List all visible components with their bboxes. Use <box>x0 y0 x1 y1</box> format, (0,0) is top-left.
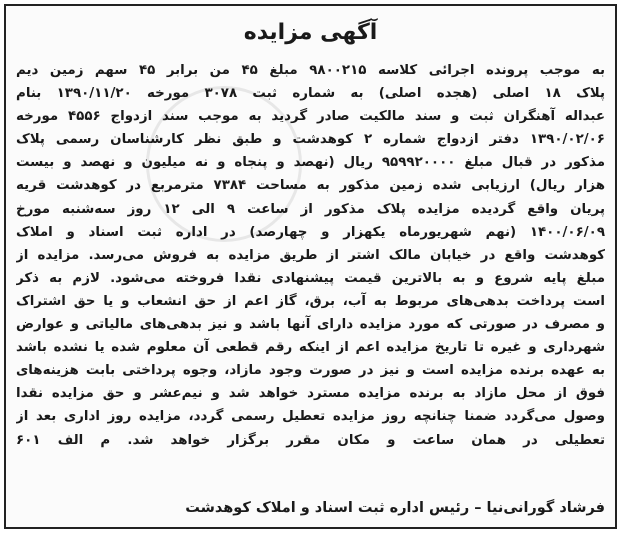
notice-line: و مصرف در صورتی که مورد مزایده دارای آنها باشد و نیز بدهی‌های مالیاتی و عوارض <box>16 317 605 333</box>
notice-line: مبلغ پایه شروع و به بالاترین قیمت پیشنهادی نقدا فروخته می‌شود. لازم به ذکر <box>16 270 605 286</box>
notice-line: کوهدشت واقع در خیابان مالک اشتر از طریق مزایده به فروش می‌رسد. مزایده از <box>16 247 605 263</box>
notice-line: فوق از محل مازاد به برنده مزایده مسترد خواهد شد و نیم‌عشر و حق مزایده نقدا <box>16 386 605 402</box>
notice-line: پریان واقع گردیده مزایده پلاک مذکور از ساعت ۹ الی ۱۲ روز سه‌شنبه مورخ <box>16 201 605 217</box>
notice-body <box>16 59 605 452</box>
notice-line: هزار ریال) ارزیابی شده زمین مذکور به مساحت ۷۳۸۴ مترمربع در کوهدشت قریه <box>16 178 605 194</box>
notice-line: ۱۴۰۰/۰۶/۰۹ (نهم شهریورماه یکهزار و چهارصد) در اداره ثبت اسناد و املاک <box>16 224 605 240</box>
notice-line: عبداله آهنگران ثبت و سند مالکیت صادر گردید به موجب سند ازدواج ۴۵۵۶ مورخه <box>16 109 605 125</box>
notice-title: آگهی مزایده <box>243 20 378 45</box>
notice-line: پلاک ۱۸ اصلی (هجده اصلی) به شماره ثبت ۳۰۷۸ مورخه ۱۳۹۰/۱۱/۲۰ بنام <box>16 86 605 102</box>
notice-line: به عهده برنده مزایده است و نیز در صورت وجود مازاد، وجوه پرداختی بابت هزینه‌های <box>16 363 605 379</box>
notice-line: تعطیلی در همان ساعت و مکان مقرر برگزار خواهد شد. م الف ۶۰۱ <box>16 432 605 448</box>
notice-line: شهرداری و غیره تا تاریخ مزایده اعم از اینکه رقم قطعی آن معلوم شده یا نشده باشد <box>16 340 605 356</box>
notice-line: به موجب پرونده اجرائی کلاسه ۹۸۰۰۲۱۵ مبلغ ۴۵ من برابر ۴۵ سهم زمین دیم <box>16 63 605 78</box>
notice-line: ۱۳۹۰/۰۲/۰۶ دفتر ازدواج شماره ۲ کوهدشت و طبق نظر کارشناسان رسمی پلاک <box>16 132 605 148</box>
notice-signature: فرشاد گورانی‌نیا – رئیس اداره ثبت اسناد و املاک کوهدشت <box>185 500 605 516</box>
notice-line: وصول می‌گردد ضمنا چنانچه روز مزایده تعطیل رسمی گردد، مزایده روز اداری بعد از <box>16 409 605 425</box>
auction-notice <box>4 4 617 529</box>
notice-line: مذکور در قبال مبلغ ۹۵۹۹۲۰۰۰۰ ریال (نهصد و پنجاه و نه میلیون و نهصد و بیست <box>16 155 605 171</box>
notice-line: است پرداخت بدهی‌های مربوط به آب، برق، گاز اعم از حق انشعاب و یا حق اشتراک <box>16 293 605 309</box>
